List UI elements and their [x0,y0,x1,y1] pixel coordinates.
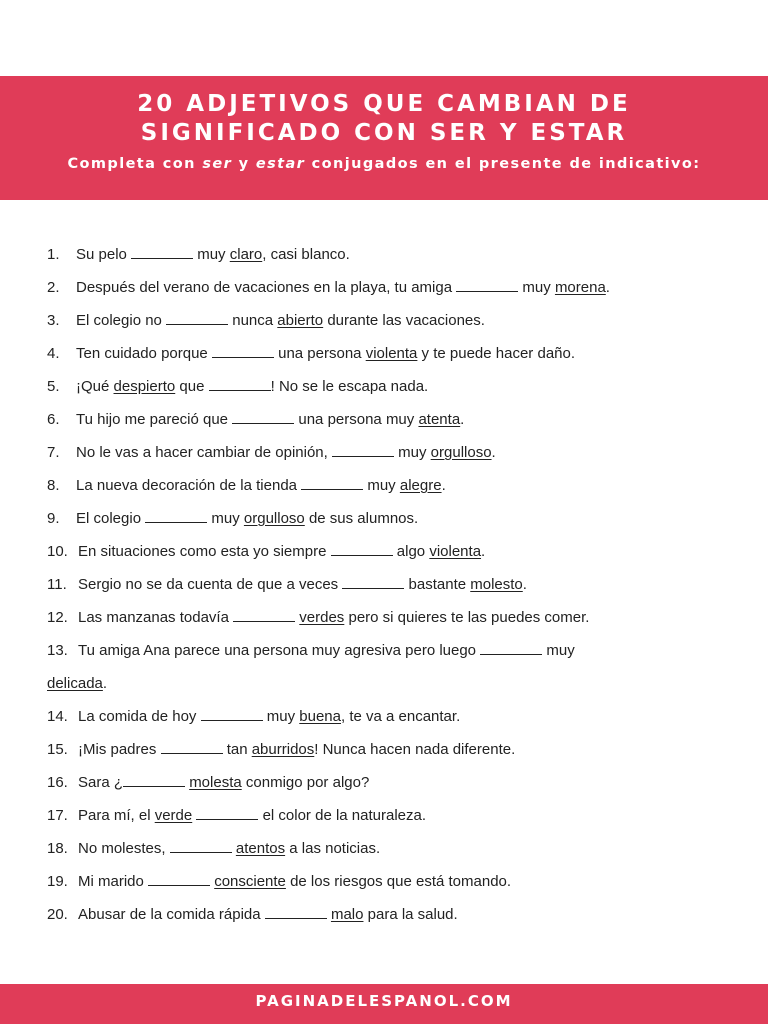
answer-blank[interactable] [232,413,294,424]
adjective: abierto [277,312,324,329]
exercise-text: La nueva decoración de la tienda [76,477,302,494]
exercise-number: 2. [47,279,60,296]
exercise-item [0,370,768,403]
answer-blank[interactable] [161,743,223,754]
exercise-item [0,898,768,931]
exercise-text: algo [392,543,430,560]
exercise-item [0,469,768,502]
instructions-ser: ser [202,156,233,172]
exercise-item [0,403,768,436]
exercise-text: a las noticias. [285,840,381,857]
exercise-text: ! Nunca hacen nada diferente. [314,741,516,758]
exercise-number: 1. [47,246,60,263]
instructions-text: conjugados en el presente de indicativo: [305,156,701,172]
exercise-text: de los riesgos que está tomando. [285,873,512,890]
answer-blank[interactable] [456,281,518,292]
exercise-item [0,535,768,568]
exercise-number: 7. [47,444,60,461]
exercise-text: una persona muy [294,411,419,428]
exercise-list [0,238,768,931]
exercise-text: Sergio no se da cuenta de que a veces [78,576,343,593]
exercise-text: . [441,477,446,494]
footer-banner [0,984,768,1024]
exercise-number: 17. [47,807,68,824]
exercise-text: y te puede hacer daño. [417,345,576,362]
exercise-item [0,634,768,700]
exercise-text: Después del verano de vacaciones en la playa, tu amiga [76,279,457,296]
exercise-text: Mi marido [78,873,149,890]
exercise-number: 10. [47,543,68,560]
header-banner [0,76,768,200]
exercise-text: . [481,543,486,560]
exercise-text: muy [393,444,431,461]
instructions-estar: estar [255,156,306,172]
site-url: PAGINADELESPANOL.COM [255,992,513,1010]
exercise-text: Las manzanas todavía [78,609,234,626]
adjective: atenta [418,411,461,428]
exercise-text: tan [222,741,252,758]
exercise-text: durante las vacaciones. [323,312,485,329]
exercise-number: 16. [47,774,68,791]
adjective: orgulloso [430,444,492,461]
adjective: malo [330,906,364,923]
exercise-number: 13. [47,642,68,659]
exercise-text: No le vas a hacer cambiar de opinión, [76,444,332,461]
exercise-number: 12. [47,609,68,626]
exercise-text: , casi blanco. [262,246,350,263]
answer-blank[interactable] [131,248,193,259]
exercise-text: de sus alumnos. [304,510,419,527]
adjective: molesta [189,774,242,791]
answer-blank[interactable] [166,314,228,325]
exercise-text: Tu amiga Ana parece una persona muy agresiva pero luego [78,642,481,659]
exercise-item [0,271,768,304]
adjective: alegre [399,477,442,494]
instructions-text: Completa con [67,156,203,172]
exercise-item [0,568,768,601]
adjective: morena [554,279,606,296]
instructions-text: y [232,156,256,172]
exercise-item [0,436,768,469]
answer-blank[interactable] [265,908,327,919]
answer-blank[interactable] [145,512,207,523]
exercise-number: 20. [47,906,68,923]
exercise-text: . [460,411,465,428]
adjective: consciente [214,873,286,890]
answer-blank[interactable] [332,446,394,457]
adjective: molesto [470,576,523,593]
exercise-text: el color de la naturaleza. [258,807,427,824]
page-title-line-1: 20 ADJETIVOS QUE CAMBIAN DE [137,91,631,117]
answer-blank[interactable] [148,875,210,886]
exercise-text: bastante [404,576,471,593]
exercise-number: 15. [47,741,68,758]
exercise-text: para la salud. [363,906,458,923]
exercise-text: que [175,378,209,395]
answer-blank[interactable] [301,479,363,490]
adjective: verdes [299,609,345,626]
exercise-text: muy [542,642,575,659]
exercise-text: muy [262,708,300,725]
exercise-item [0,799,768,832]
exercise-text: Tu hijo me pareció que [76,411,233,428]
exercise-item [0,304,768,337]
exercise-text: No molestes, [78,840,170,857]
exercise-number: 9. [47,510,60,527]
adjective: violenta [365,345,418,362]
page-title-line-2: SIGNIFICADO CON SER Y ESTAR [140,120,628,146]
exercise-text: ¡Mis padres [78,741,161,758]
exercise-text: ¡Qué [76,378,114,395]
exercise-item [0,502,768,535]
exercise-item [0,766,768,799]
adjective: delicada [47,675,103,692]
exercise-text: . [491,444,496,461]
exercise-text: ! No se le escapa nada. [270,378,429,395]
exercise-number: 5. [47,378,60,395]
exercise-item [0,700,768,733]
exercise-number: 4. [47,345,60,362]
exercise-item [0,601,768,634]
exercise-number: 19. [47,873,68,890]
exercise-number: 8. [47,477,60,494]
adjective: orgulloso [243,510,305,527]
answer-blank[interactable] [209,380,271,391]
answer-blank[interactable] [196,809,258,820]
answer-blank[interactable] [170,842,232,853]
exercise-text: . [522,576,527,593]
exercise-number: 18. [47,840,68,857]
exercise-number: 3. [47,312,60,329]
exercise-text: En situaciones como esta yo siempre [78,543,331,560]
exercise-text: El colegio no [76,312,167,329]
exercise-item [0,865,768,898]
exercise-text: El colegio [76,510,146,527]
adjective: despierto [113,378,176,395]
adjective: claro [229,246,263,263]
answer-blank[interactable] [212,347,274,358]
exercise-text: muy [363,477,400,494]
answer-blank[interactable] [342,578,404,589]
exercise-text: Abusar de la comida rápida [78,906,265,923]
answer-blank[interactable] [233,611,295,622]
exercise-text: . [605,279,610,296]
answer-blank[interactable] [123,776,185,787]
adjective: atentos [235,840,286,857]
exercise-text: La comida de hoy [78,708,201,725]
exercise-number: 11. [47,576,67,593]
answer-blank[interactable] [480,644,542,655]
exercise-text: pero si quieres te las puedes comer. [344,609,590,626]
exercise-text: . [102,675,108,692]
exercise-text: una persona [273,345,366,362]
adjective: buena [299,708,341,725]
exercise-text: muy [518,279,555,296]
exercise-text: nunca [228,312,278,329]
exercise-item [0,832,768,865]
exercise-item [0,733,768,766]
adjective: aburridos [251,741,315,758]
exercise-number: 14. [47,708,68,725]
exercise-text: Ten cuidado porque [76,345,212,362]
answer-blank[interactable] [331,545,393,556]
exercise-item [0,337,768,370]
answer-blank[interactable] [201,710,263,721]
exercise-text: , te va a encantar. [340,708,461,725]
exercise-text: muy [193,246,230,263]
exercise-text: Sara ¿ [78,774,124,791]
exercise-item [0,238,768,271]
exercise-text: conmigo por algo? [241,774,370,791]
instructions [0,153,768,175]
exercise-number: 6. [47,411,60,428]
adjective: verde [154,807,193,824]
exercise-text: Su pelo [76,246,132,263]
adjective: violenta [429,543,482,560]
exercise-text: Para mí, el [78,807,155,824]
exercise-text: muy [207,510,244,527]
